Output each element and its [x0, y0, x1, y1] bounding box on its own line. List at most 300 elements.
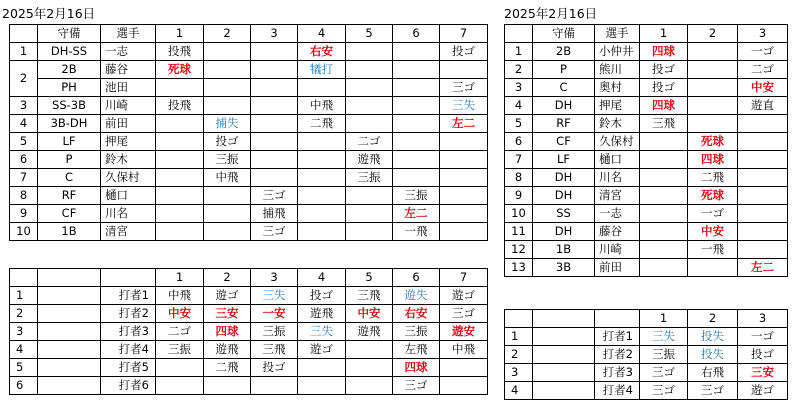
left-date: 2025年2月16日 [2, 6, 96, 21]
at-bat-result [440, 61, 488, 79]
header-cell: 6 [393, 269, 440, 287]
header-cell: 守備 [38, 25, 101, 43]
position-cell: 1B [38, 223, 101, 241]
player-cell: 藤谷 [101, 61, 156, 79]
at-bat-result [640, 169, 688, 187]
blank-cell [38, 305, 101, 323]
at-bat-result [298, 169, 346, 187]
at-bat-result: 三振 [346, 169, 393, 187]
player-cell: 久保村 [595, 133, 640, 151]
left-lineup-table [9, 24, 488, 241]
at-bat-result [251, 61, 298, 79]
header-cell: 3 [251, 269, 298, 287]
position-cell: DH [533, 187, 595, 205]
at-bat-result: 投失 [688, 328, 738, 346]
at-bat-result: 捕飛 [251, 205, 298, 223]
player-cell: 奥村 [595, 79, 640, 97]
at-bat-result [298, 151, 346, 169]
player-cell: 熊川 [595, 61, 640, 79]
batting-order-cell: 1 [505, 43, 533, 61]
batter-cell: 打者2 [595, 346, 640, 364]
header-cell: 7 [440, 25, 488, 43]
position-cell: CF [38, 205, 101, 223]
at-bat-result [251, 169, 298, 187]
at-bat-result: 二ゴ [738, 61, 788, 79]
batting-order-cell: 6 [505, 133, 533, 151]
header-cell [505, 310, 533, 328]
at-bat-result [738, 133, 788, 151]
at-bat-result [440, 223, 488, 241]
right-lineup-table [504, 24, 788, 277]
at-bat-result: 三ゴ [640, 382, 688, 400]
row-number-cell: 1 [505, 328, 533, 346]
at-bat-result: 二飛 [688, 169, 738, 187]
table-row [505, 241, 788, 259]
row-number-cell: 3 [10, 323, 38, 341]
at-bat-result [440, 359, 488, 377]
at-bat-result [346, 97, 393, 115]
at-bat-result: 投ゴ [204, 133, 251, 151]
at-bat-result: 四球 [640, 97, 688, 115]
table-row [10, 359, 488, 377]
table-row [505, 205, 788, 223]
at-bat-result [298, 377, 346, 395]
at-bat-result: 右安 [393, 305, 440, 323]
blank-cell [38, 287, 101, 305]
header-cell: 5 [346, 269, 393, 287]
at-bat-result: 投ゴ [738, 346, 788, 364]
at-bat-result [393, 169, 440, 187]
at-bat-result [156, 115, 204, 133]
at-bat-result [688, 79, 738, 97]
at-bat-result: 四球 [640, 43, 688, 61]
at-bat-result [688, 43, 738, 61]
blank-cell [533, 364, 595, 382]
position-cell: RF [38, 187, 101, 205]
at-bat-result: 中飛 [156, 287, 204, 305]
table-row [10, 61, 488, 79]
at-bat-result [204, 79, 251, 97]
at-bat-result [738, 115, 788, 133]
at-bat-result: 遊ゴ [738, 382, 788, 400]
at-bat-result: 二飛 [204, 359, 251, 377]
player-cell: 川崎 [595, 241, 640, 259]
header-cell [533, 310, 595, 328]
batting-order-cell: 2 [505, 61, 533, 79]
at-bat-result [251, 133, 298, 151]
at-bat-result: 遊安 [440, 323, 488, 341]
at-bat-result [688, 61, 738, 79]
header-cell: 2 [688, 310, 738, 328]
at-bat-result: 三振 [640, 346, 688, 364]
blank-cell [533, 382, 595, 400]
at-bat-result [640, 223, 688, 241]
player-cell: 樋口 [595, 151, 640, 169]
table-row [505, 79, 788, 97]
table-row [10, 205, 488, 223]
at-bat-result: 投ゴ [440, 43, 488, 61]
batting-order-cell: 2 [10, 61, 38, 97]
batting-order-cell: 3 [505, 79, 533, 97]
player-cell: 前田 [101, 115, 156, 133]
player-cell: 小仲井 [595, 43, 640, 61]
header-cell [38, 269, 101, 287]
at-bat-result [251, 79, 298, 97]
header-cell [101, 269, 156, 287]
row-number-cell: 5 [10, 359, 38, 377]
row-number-cell: 4 [10, 341, 38, 359]
batting-order-cell: 12 [505, 241, 533, 259]
table-row [10, 305, 488, 323]
batter-cell: 打者2 [101, 305, 156, 323]
at-bat-result [156, 79, 204, 97]
at-bat-result: 遊飛 [346, 323, 393, 341]
header-cell [10, 25, 38, 43]
player-cell: 川名 [595, 169, 640, 187]
at-bat-result [204, 223, 251, 241]
at-bat-result [440, 187, 488, 205]
right-opponent-table [504, 309, 788, 400]
at-bat-result: 遊失 [393, 287, 440, 305]
at-bat-result: 一ゴ [738, 43, 788, 61]
at-bat-result [640, 187, 688, 205]
position-cell: C [533, 79, 595, 97]
table-row [505, 61, 788, 79]
at-bat-result [640, 133, 688, 151]
player-cell: 押尾 [595, 97, 640, 115]
at-bat-result [688, 97, 738, 115]
at-bat-result: 一飛 [393, 223, 440, 241]
at-bat-result: 投失 [688, 346, 738, 364]
table-row [505, 151, 788, 169]
at-bat-result: 四球 [688, 151, 738, 169]
position-cell: LF [533, 151, 595, 169]
player-cell: 鈴木 [101, 151, 156, 169]
header-cell: 2 [204, 25, 251, 43]
batting-order-cell: 5 [10, 133, 38, 151]
player-cell: 前田 [595, 259, 640, 277]
at-bat-result: 三振 [393, 187, 440, 205]
at-bat-result: 左飛 [393, 341, 440, 359]
position-cell: 2B [38, 61, 101, 79]
at-bat-result [640, 241, 688, 259]
position-cell: DH-SS [38, 43, 101, 61]
batter-cell: 打者5 [101, 359, 156, 377]
at-bat-result: 死球 [156, 61, 204, 79]
at-bat-result: 遊飛 [346, 151, 393, 169]
at-bat-result: 三ゴ [688, 382, 738, 400]
player-cell: 一志 [595, 205, 640, 223]
at-bat-result: 一ゴ [688, 205, 738, 223]
at-bat-result [346, 205, 393, 223]
at-bat-result: 捕失 [204, 115, 251, 133]
position-cell: P [38, 151, 101, 169]
table-row [505, 382, 788, 400]
table-row [505, 346, 788, 364]
header-cell: 7 [440, 269, 488, 287]
table-row [10, 377, 488, 395]
at-bat-result: 中安 [688, 223, 738, 241]
header-cell [505, 25, 533, 43]
header-cell: 3 [738, 310, 788, 328]
header-row [10, 25, 488, 43]
batting-order-cell: 9 [505, 187, 533, 205]
header-row [505, 25, 788, 43]
at-bat-result [298, 359, 346, 377]
batting-order-cell: 7 [505, 151, 533, 169]
at-bat-result [251, 151, 298, 169]
at-bat-result [156, 359, 204, 377]
batting-order-cell: 6 [10, 151, 38, 169]
table-row [10, 151, 488, 169]
at-bat-result: 二ゴ [346, 133, 393, 151]
row-number-cell: 2 [10, 305, 38, 323]
player-cell: 一志 [101, 43, 156, 61]
batting-order-cell: 13 [505, 259, 533, 277]
table-row [10, 341, 488, 359]
batter-cell: 打者3 [101, 323, 156, 341]
at-bat-result: 三失 [251, 287, 298, 305]
at-bat-result: 三飛 [346, 287, 393, 305]
player-cell: 鈴木 [595, 115, 640, 133]
batting-order-cell: 10 [505, 205, 533, 223]
batting-order-cell: 11 [505, 223, 533, 241]
blank-cell [533, 328, 595, 346]
player-cell: 藤谷 [595, 223, 640, 241]
position-cell: 1B [533, 241, 595, 259]
table-row [505, 328, 788, 346]
batting-order-cell: 7 [10, 169, 38, 187]
header-cell: 4 [298, 269, 346, 287]
batting-order-cell: 4 [505, 97, 533, 115]
at-bat-result [251, 43, 298, 61]
at-bat-result: 死球 [688, 187, 738, 205]
at-bat-result [156, 133, 204, 151]
player-cell: 久保村 [101, 169, 156, 187]
at-bat-result: 遊直 [738, 97, 788, 115]
at-bat-result [738, 241, 788, 259]
header-cell: 選手 [101, 25, 156, 43]
at-bat-result [440, 169, 488, 187]
at-bat-result: 右安 [298, 43, 346, 61]
at-bat-result: 一ゴ [738, 328, 788, 346]
at-bat-result: 中安 [156, 305, 204, 323]
blank-cell [38, 359, 101, 377]
batter-cell: 打者3 [595, 364, 640, 382]
at-bat-result [346, 187, 393, 205]
header-cell: 6 [393, 25, 440, 43]
at-bat-result [440, 205, 488, 223]
position-cell: DH [533, 97, 595, 115]
header-cell: 3 [738, 25, 788, 43]
at-bat-result [688, 115, 738, 133]
at-bat-result: 三失 [440, 97, 488, 115]
at-bat-result: 遊飛 [298, 305, 346, 323]
header-cell [10, 269, 38, 287]
player-cell: 池田 [101, 79, 156, 97]
at-bat-result: 左二 [393, 205, 440, 223]
at-bat-result: 死球 [688, 133, 738, 151]
at-bat-result: 投ゴ [298, 287, 346, 305]
right-date: 2025年2月16日 [504, 6, 598, 21]
at-bat-result: 四球 [393, 359, 440, 377]
at-bat-result [346, 43, 393, 61]
at-bat-result [298, 187, 346, 205]
at-bat-result [346, 61, 393, 79]
at-bat-result: 三ゴ [640, 364, 688, 382]
position-cell: SS [533, 205, 595, 223]
at-bat-result [738, 205, 788, 223]
at-bat-result [688, 259, 738, 277]
position-cell: PH [38, 79, 101, 97]
at-bat-result [156, 205, 204, 223]
table-row [505, 97, 788, 115]
at-bat-result [393, 79, 440, 97]
at-bat-result: 三ゴ [440, 305, 488, 323]
at-bat-result [204, 97, 251, 115]
at-bat-result [393, 151, 440, 169]
table-row [505, 259, 788, 277]
at-bat-result [156, 169, 204, 187]
batter-cell: 打者1 [595, 328, 640, 346]
at-bat-result: 中飛 [298, 97, 346, 115]
at-bat-result [393, 43, 440, 61]
header-cell: 2 [688, 25, 738, 43]
at-bat-result: 三振 [204, 151, 251, 169]
batter-cell: 打者6 [101, 377, 156, 395]
batter-cell: 打者1 [101, 287, 156, 305]
row-number-cell: 4 [505, 382, 533, 400]
at-bat-result: 遊飛 [204, 341, 251, 359]
at-bat-result [738, 223, 788, 241]
table-row [10, 287, 488, 305]
at-bat-result [298, 223, 346, 241]
at-bat-result: 中飛 [204, 169, 251, 187]
player-cell: 樋口 [101, 187, 156, 205]
header-cell: 1 [156, 269, 204, 287]
at-bat-result: 遊ゴ [440, 287, 488, 305]
table-row [10, 43, 488, 61]
at-bat-result: 中安 [346, 305, 393, 323]
position-cell: LF [38, 133, 101, 151]
at-bat-result [738, 187, 788, 205]
blank-cell [533, 346, 595, 364]
position-cell: P [533, 61, 595, 79]
batting-order-cell: 5 [505, 115, 533, 133]
at-bat-result: 右飛 [688, 364, 738, 382]
batting-order-cell: 9 [10, 205, 38, 223]
player-cell: 川名 [101, 205, 156, 223]
at-bat-result: 三振 [156, 341, 204, 359]
at-bat-result: 一安 [251, 305, 298, 323]
at-bat-result: 三振 [251, 323, 298, 341]
at-bat-result: 中安 [738, 79, 788, 97]
at-bat-result [156, 151, 204, 169]
player-cell: 押尾 [101, 133, 156, 151]
at-bat-result [640, 205, 688, 223]
at-bat-result: 犠打 [298, 61, 346, 79]
table-row [10, 133, 488, 151]
header-row [10, 269, 488, 287]
at-bat-result [346, 377, 393, 395]
position-cell: DH [533, 223, 595, 241]
at-bat-result: 二飛 [298, 115, 346, 133]
header-cell: 2 [204, 269, 251, 287]
position-cell: C [38, 169, 101, 187]
at-bat-result [298, 79, 346, 97]
header-cell: 5 [346, 25, 393, 43]
row-number-cell: 6 [10, 377, 38, 395]
at-bat-result [346, 115, 393, 133]
at-bat-result [156, 187, 204, 205]
position-cell: RF [533, 115, 595, 133]
position-cell: SS-3B [38, 97, 101, 115]
at-bat-result [204, 61, 251, 79]
at-bat-result [346, 341, 393, 359]
at-bat-result: 左二 [440, 115, 488, 133]
player-cell: 清宮 [595, 187, 640, 205]
table-row [10, 187, 488, 205]
at-bat-result: 投ゴ [640, 61, 688, 79]
at-bat-result [298, 205, 346, 223]
header-cell: 1 [640, 25, 688, 43]
header-row [505, 310, 788, 328]
table-row [10, 97, 488, 115]
at-bat-result [440, 133, 488, 151]
table-row [505, 115, 788, 133]
at-bat-result [204, 43, 251, 61]
at-bat-result: 四球 [204, 323, 251, 341]
row-number-cell: 2 [505, 346, 533, 364]
at-bat-result: 投ゴ [640, 79, 688, 97]
at-bat-result [251, 97, 298, 115]
header-cell: 選手 [595, 25, 640, 43]
at-bat-result: 投ゴ [251, 359, 298, 377]
batting-order-cell: 4 [10, 115, 38, 133]
at-bat-result: 三飛 [251, 341, 298, 359]
table-row [505, 43, 788, 61]
at-bat-result: 二ゴ [156, 323, 204, 341]
at-bat-result: 左二 [738, 259, 788, 277]
blank-cell [38, 377, 101, 395]
position-cell: 3B-DH [38, 115, 101, 133]
at-bat-result: 三失 [640, 328, 688, 346]
at-bat-result: 三飛 [640, 115, 688, 133]
row-number-cell: 1 [10, 287, 38, 305]
at-bat-result: 三振 [393, 323, 440, 341]
header-cell: 1 [640, 310, 688, 328]
table-row [505, 364, 788, 382]
header-cell: 4 [298, 25, 346, 43]
at-bat-result [298, 133, 346, 151]
table-row [10, 223, 488, 241]
table-row [505, 133, 788, 151]
batting-order-cell: 8 [505, 169, 533, 187]
at-bat-result [393, 97, 440, 115]
header-cell [595, 310, 640, 328]
position-cell: 2B [533, 43, 595, 61]
at-bat-result [204, 377, 251, 395]
at-bat-result: 三ゴ [251, 223, 298, 241]
at-bat-result: 三安 [738, 364, 788, 382]
at-bat-result [204, 187, 251, 205]
position-cell: 3B [533, 259, 595, 277]
at-bat-result [204, 205, 251, 223]
at-bat-result: 三ゴ [440, 79, 488, 97]
at-bat-result [640, 259, 688, 277]
at-bat-result [738, 169, 788, 187]
at-bat-result: 遊ゴ [298, 341, 346, 359]
